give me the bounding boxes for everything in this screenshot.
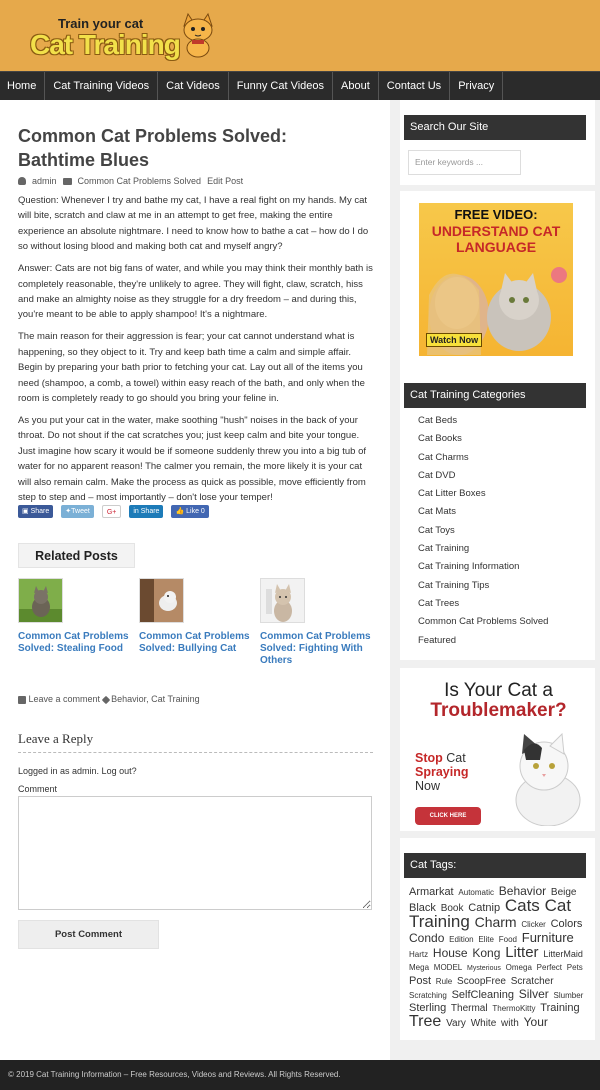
logged-in-text[interactable]: Logged in as admin. Log out? bbox=[18, 766, 137, 776]
related-post-title[interactable]: Common Cat Problems Solved: Stealing Food bbox=[18, 631, 129, 654]
tag-link[interactable]: Training bbox=[540, 1002, 580, 1014]
troublemaker-ad-banner[interactable] bbox=[410, 676, 587, 826]
facebook-like-label: Like 0 bbox=[186, 508, 205, 515]
category-link[interactable]: Cat Litter Boxes bbox=[418, 488, 486, 500]
tag-link[interactable]: Silver bbox=[518, 987, 549, 1001]
tag-link[interactable]: Black bbox=[409, 902, 436, 914]
category-link[interactable]: Cat Training Information bbox=[418, 561, 520, 573]
tag-link[interactable]: Rule bbox=[435, 977, 453, 986]
category-link[interactable]: Common Cat Problems Solved bbox=[418, 616, 549, 628]
post-comment-button[interactable]: Post Comment bbox=[18, 920, 159, 949]
facebook-share-label: Share bbox=[30, 508, 50, 515]
nav-cat-videos[interactable]: Cat Videos bbox=[158, 72, 229, 100]
logo-title: Cat Training bbox=[30, 29, 180, 60]
ad2-tagline bbox=[415, 751, 469, 793]
folder-icon bbox=[63, 178, 72, 185]
category-link[interactable]: Cat Toys bbox=[418, 524, 455, 536]
tag-link[interactable]: House bbox=[432, 946, 468, 960]
tag-link[interactable]: Training bbox=[409, 912, 470, 931]
tag-link[interactable]: Clicker bbox=[521, 920, 546, 929]
tag-link[interactable]: Beige bbox=[550, 887, 577, 898]
tag-cloud bbox=[400, 878, 595, 1030]
share-buttons bbox=[18, 505, 209, 518]
categories-widget bbox=[400, 368, 595, 660]
search-widget-title: Search Our Site bbox=[404, 115, 586, 140]
gplus-button[interactable]: G+ bbox=[102, 505, 122, 518]
nav-privacy[interactable]: Privacy bbox=[450, 72, 503, 100]
tag-link[interactable]: Mega bbox=[409, 963, 430, 972]
tag-link[interactable]: Colors bbox=[550, 918, 583, 930]
main-content bbox=[0, 100, 390, 1060]
post-title: Common Cat Problems Solved: Bathtime Blues bbox=[18, 126, 288, 170]
tag-link[interactable]: White bbox=[470, 1018, 497, 1029]
tag-link[interactable]: Vary bbox=[446, 1018, 466, 1029]
tag-link[interactable]: Cat bbox=[544, 896, 572, 915]
troublemaker-ad-widget bbox=[400, 668, 595, 831]
tag-link[interactable]: Omega bbox=[505, 963, 532, 972]
ad2-headline-emphasis: Troublemaker? bbox=[430, 700, 567, 721]
tag-link[interactable]: LitterMaid bbox=[543, 949, 583, 959]
tag-link[interactable]: ScoopFree bbox=[457, 976, 506, 987]
logo-tagline: Train your cat bbox=[58, 16, 144, 31]
reply-heading: Leave a Reply bbox=[18, 731, 373, 753]
related-posts-heading: Related Posts bbox=[18, 543, 135, 568]
ad2-spraying: Spraying bbox=[415, 765, 469, 779]
category-link[interactable]: Featured bbox=[418, 634, 457, 646]
tag-link[interactable]: Catnip bbox=[468, 902, 501, 914]
nav-cat-training-videos[interactable]: Cat Training Videos bbox=[45, 72, 158, 100]
cat-mascot-icon bbox=[178, 12, 218, 58]
category-link[interactable]: Cat DVD bbox=[418, 469, 456, 481]
paragraph: Question: Whenever I try and bathe my cat, I have a real fight on my hands. My cat will bite, scratch and claw at me in an attempt to get free, making the entire experience an absolute nightmare. I need to know how to bathe a cat – how do I do so without losing blood and making both cat and myself angry? bbox=[18, 195, 369, 253]
ad-headline: FREE VIDEO: bbox=[454, 207, 538, 222]
comment-icon bbox=[18, 696, 26, 704]
post-body bbox=[18, 193, 373, 512]
edit-post-link[interactable]: Edit Post bbox=[207, 176, 244, 186]
post-tags-link[interactable]: Behavior, Cat Training bbox=[111, 694, 200, 704]
tag-link[interactable]: SelfCleaning bbox=[451, 989, 514, 1001]
nav-contact-us[interactable]: Contact Us bbox=[379, 72, 450, 100]
category-link[interactable]: Common Cat Problems Solved bbox=[77, 176, 202, 186]
tag-link[interactable]: Kong bbox=[472, 946, 501, 960]
tag-link[interactable]: Elite bbox=[478, 935, 494, 944]
tag-link[interactable]: Scratching bbox=[409, 991, 447, 1000]
ad2-headline: Is Your Cat a bbox=[444, 680, 553, 701]
site-logo[interactable] bbox=[30, 12, 220, 62]
leave-comment-link[interactable]: Leave a comment bbox=[28, 694, 101, 704]
tag-link[interactable]: Food bbox=[498, 935, 517, 944]
tag-link[interactable]: Armarkat bbox=[409, 886, 454, 898]
category-link[interactable]: Cat Trees bbox=[418, 597, 460, 609]
watch-now-button[interactable]: Watch Now bbox=[426, 333, 482, 347]
related-post[interactable] bbox=[260, 578, 378, 667]
nav-home[interactable]: Home bbox=[0, 72, 45, 100]
tag-link[interactable]: Hartz bbox=[409, 950, 429, 959]
tag-link[interactable]: ThermoKitty bbox=[492, 1004, 536, 1013]
twitter-tweet-button[interactable]: ✦Tweet bbox=[61, 505, 94, 518]
paragraph: The main reason for their aggression is fear; your cat cannot understand what is happening, so they object to it. Try and keep bath time a calm and simple affair. Begin by preparing your bath prior to fetching your cat. Lay out all of the items you need (shampoo, a comb, a towel) within easy reach of the bath, and only when the room is completely ready to go should you bring your feline in. bbox=[18, 331, 365, 405]
linkedin-share-label: Share bbox=[140, 508, 160, 515]
post-meta bbox=[18, 176, 243, 186]
nav-funny-cat-videos[interactable]: Funny Cat Videos bbox=[229, 72, 333, 100]
tag-link[interactable]: Automatic bbox=[458, 888, 494, 897]
facebook-like-button[interactable]: 👍 Like 0 bbox=[171, 505, 208, 518]
category-link[interactable]: Cat Beds bbox=[418, 415, 458, 426]
category-link[interactable]: Cat Training bbox=[418, 543, 470, 555]
click-here-button[interactable]: CLICK HERE bbox=[415, 807, 481, 825]
post-footer-meta bbox=[18, 694, 200, 704]
related-post-thumbnail[interactable] bbox=[139, 578, 184, 623]
category-list bbox=[400, 412, 595, 650]
related-post[interactable] bbox=[139, 578, 257, 655]
related-post-thumbnail[interactable] bbox=[260, 578, 305, 623]
category-link[interactable]: Cat Charms bbox=[418, 451, 469, 463]
tag-link[interactable]: Condo bbox=[409, 931, 445, 945]
tag-link[interactable]: Scratcher bbox=[510, 976, 554, 987]
related-post-thumbnail[interactable] bbox=[18, 578, 63, 623]
search-input[interactable]: Enter keywords ... bbox=[408, 150, 521, 175]
nav-about[interactable]: About bbox=[333, 72, 379, 100]
ad2-cat: Cat bbox=[446, 751, 466, 765]
linkedin-share-button[interactable]: in Share bbox=[129, 505, 163, 518]
ad-subheadline: UNDERSTAND CAT LANGUAGE bbox=[431, 223, 561, 255]
comment-textarea[interactable] bbox=[18, 796, 372, 910]
tag-link[interactable]: with bbox=[501, 1018, 519, 1029]
tag-link[interactable]: Mysterious bbox=[467, 965, 501, 972]
twitter-tweet-label: Tweet bbox=[71, 508, 90, 515]
tag-link[interactable]: Charm bbox=[474, 914, 517, 930]
category-link[interactable]: Cat Training Tips bbox=[418, 579, 490, 591]
tag-link[interactable]: Your bbox=[523, 1015, 548, 1029]
related-post[interactable] bbox=[18, 578, 136, 655]
tag-link[interactable]: Furniture bbox=[521, 930, 574, 945]
categories-widget-title: Cat Training Categories bbox=[404, 383, 586, 408]
author-icon bbox=[18, 177, 26, 185]
white-cat-image bbox=[506, 730, 586, 826]
tag-link[interactable]: MODEL bbox=[433, 963, 463, 972]
tag-link[interactable]: Perfect bbox=[536, 963, 563, 972]
author-link[interactable]: admin bbox=[32, 176, 57, 186]
tag-link[interactable]: Behavior bbox=[498, 884, 547, 898]
ad2-now: Now bbox=[415, 779, 441, 793]
tag-link[interactable]: Sterling bbox=[409, 1002, 447, 1014]
search-widget bbox=[400, 100, 595, 185]
tag-link[interactable]: Book bbox=[440, 903, 464, 914]
tag-link[interactable]: Litter bbox=[505, 944, 539, 961]
site-header bbox=[0, 0, 600, 71]
tags-widget bbox=[400, 838, 595, 1040]
main-nav bbox=[0, 71, 600, 100]
category-link[interactable]: Cat Mats bbox=[418, 506, 457, 518]
tag-link[interactable]: Post bbox=[409, 975, 432, 987]
site-footer: © 2019 Cat Training Information – Free Resources, Videos and Reviews. All Rights Reserved. bbox=[0, 1060, 600, 1090]
ad2-stop: Stop bbox=[415, 751, 443, 765]
related-post-title[interactable]: Common Cat Problems Solved: Bullying Cat bbox=[139, 631, 250, 654]
tag-link[interactable]: Cats bbox=[504, 896, 540, 915]
facebook-share-button[interactable]: ▣ Share bbox=[18, 505, 53, 518]
tag-icon bbox=[101, 695, 109, 703]
tag-link[interactable]: Tree bbox=[409, 1013, 442, 1030]
related-post-title[interactable]: Common Cat Problems Solved: Fighting With Others bbox=[260, 631, 371, 666]
tag-link[interactable]: Edition bbox=[449, 935, 474, 944]
category-link[interactable]: Cat Books bbox=[418, 433, 462, 445]
tag-link[interactable]: Thermal bbox=[450, 1003, 488, 1014]
comment-label: Comment bbox=[18, 784, 58, 794]
paragraph: Answer: Cats are not big fans of water, and while you may think their monthly bath is completely reasonable, they're unlikely to agree. They will fight, claw, scratch, hiss and make an almighty noise as they struggle for a dry freedom – and during this, you're meant to be able to apply shampoo! It's a nightmare. bbox=[18, 263, 373, 321]
paragraph: As you put your cat in the water, make soothing "hush" noises in the back of your throat. Do not shout if the cat scratches you; just keep calm and bite your tongue. Just imagine how scary it would be if someone suddenly threw you into a big tub of water for no apparent reason! The calmer you remain, the more likely it is your cat will also remain calm. Make the process as quick as possible, move efficiently from step to step and – most importantly – don't lose your temper! bbox=[18, 415, 366, 504]
tags-widget-title: Cat Tags: bbox=[404, 853, 586, 878]
video-ad-widget bbox=[400, 191, 595, 368]
video-ad-banner[interactable] bbox=[419, 203, 573, 356]
tag-link[interactable]: Pets bbox=[566, 963, 583, 972]
tag-link[interactable]: Slumber bbox=[553, 991, 584, 1000]
